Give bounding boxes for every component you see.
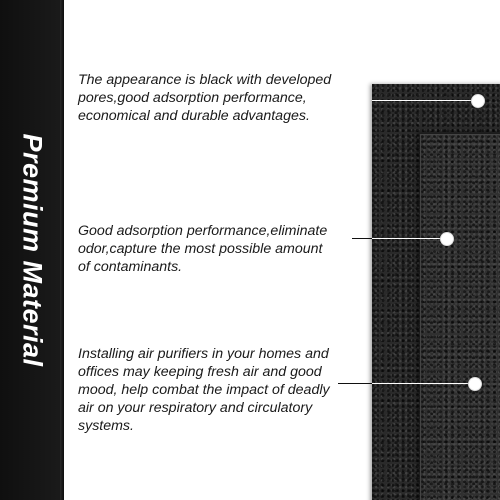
white-dot-icon [471,94,485,108]
leader-line-1 [372,100,476,101]
callout-line: pores,good adsorption performance, [78,90,307,106]
white-dot-icon [440,232,454,246]
callout-line: air on your respiratory and circulatory [78,400,313,416]
leader-line-3-on-foam [372,383,474,384]
callout-line: offices may keeping fresh air and good [78,364,322,380]
callout-line: economical and durable advantages. [78,108,310,124]
callout-line: Installing air purifiers in your homes and [78,346,329,362]
white-dot-icon [468,377,482,391]
foam-sheet-front-image [420,134,500,500]
callout-line: Good adsorption performance,eliminate [78,223,328,239]
callout-appearance [78,71,368,125]
leader-line-2-on-foam [372,238,446,239]
callout-usage [78,345,370,435]
side-banner-title: Premium Material [17,133,48,367]
callout-adsorption [78,222,368,276]
callout-line: of contaminants. [78,259,183,275]
callout-line: systems. [78,418,134,434]
callout-line: odor,capture the most possible amount [78,241,323,257]
callout-line: mood, help combat the impact of deadly [78,382,330,398]
side-banner-edge [60,0,64,500]
callout-line: The appearance is black with developed [78,72,332,88]
